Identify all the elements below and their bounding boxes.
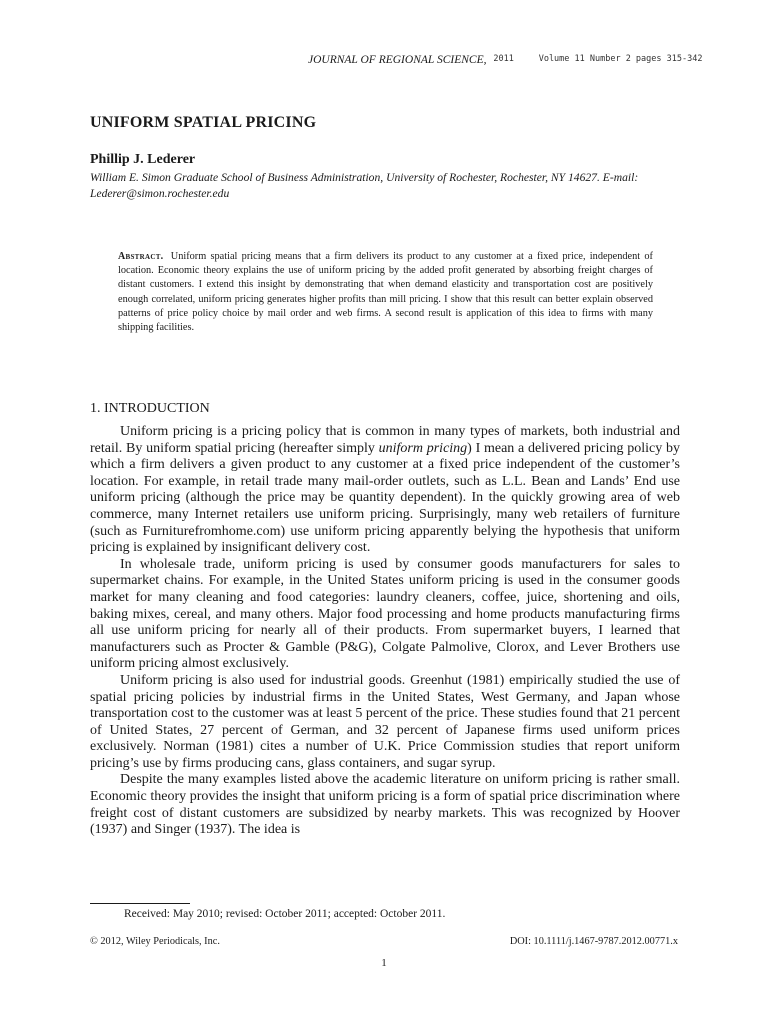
copyright-notice: © 2012, Wiley Periodicals, Inc. bbox=[90, 936, 220, 947]
running-head bbox=[308, 54, 748, 66]
abstract bbox=[118, 250, 653, 335]
received-footnote: Received: May 2010; revised: October 2011; accepted: October 2011. bbox=[124, 908, 446, 920]
paragraph-1-part-a: Uniform pricing is a pricing policy that is common in many types of markets, both industrial and retail. By uniform spatial pricing (hereafter simply bbox=[90, 424, 680, 456]
paragraph-2: In wholesale trade, uniform pricing is used by consumer goods manufacturers for sales to supermarket chains. For example, in the United States uniform pricing is used in the consumer goods market for many cleaning and food categories: laundry cleaners, coffee, juice, shortening and oils, baking mixes, cereal, and many others. Major food processing and home products manufacturing firms all use uniform pricing for nearly all of their products. From supermarket buyers, I learned that manufacturers such as Procter & Gamble (P&G), Colgate Palmolive, Clorox, and Lever Brothers use uniform pricing almost exclusively. bbox=[90, 556, 680, 672]
paper-title: UNIFORM SPATIAL PRICING bbox=[90, 114, 317, 131]
introduction-body bbox=[90, 424, 680, 839]
footnote-rule bbox=[90, 903, 190, 904]
abstract-text: Uniform spatial pricing means that a firm delivers its product to any customer at a fixed price, independent of location. Economic theory explains the use of uniform pricing by the added profit generated by absorbing freight charges of distant customers. I extend this insight by demonstrating that when demand elasticity and transportation cost are positively enough correlated, uniform pricing generates higher profits than mill pricing. I show that this result can better explain observed patterns of price policy choice by mail order and web firms. A second result is application of this idea to firms with many shipping facilities. bbox=[118, 251, 653, 334]
journal-year: 2011 bbox=[493, 54, 514, 64]
doi: DOI: 10.1111/j.1467-9787.2012.00771.x bbox=[509, 936, 678, 947]
paragraph-1-emphasis: uniform pricing bbox=[378, 440, 468, 456]
paragraph-1 bbox=[90, 424, 680, 557]
author-name: Phillip J. Lederer bbox=[90, 152, 196, 167]
paragraph-3: Uniform pricing is also used for industrial goods. Greenhut (1981) empirically studied the use of spatial pricing policies by industrial firms in the United States, West Germany, and Japan whose transportation cost to the customer was at least 5 percent of the price. These studies found that 21 percent of United States, 27 percent of German, and 32 percent of Japanese firms used uniform prices exclusively. Norman (1981) cites a number of U.K. Price Commission studies that report uniform pricing’s use by firms producing cans, glass containers, and sugar syrup. bbox=[90, 672, 680, 771]
paragraph-1-part-b: ) I mean a delivered pricing policy by which a firm delivers a given product to any customer at a fixed price independent of the customer’s location. For example, in retail trade many mail-order outlets, such as L.L. Bean and Lands’ End use uniform pricing (although the price may be quantity dependent). In the quickly growing area of web commerce, many Internet retailers use uniform pricing. Surprisingly, many web retailers of furniture (such as Furniturefromhome.com) use uniform pricing apparently belying the hypothesis that uniform pricing is explained by insignificant delivery cost. bbox=[90, 440, 680, 556]
section-heading-introduction: 1. INTRODUCTION bbox=[90, 401, 210, 416]
abstract-label: Abstract. bbox=[118, 251, 164, 262]
paragraph-4: Despite the many examples listed above the academic literature on uniform pricing is rather small. Economic theory provides the insight that uniform pricing is a form of spatial price discrimination where freight cost of distant customers are subsidized by nearby markets. This was recognized by Hoover (1937) and Singer (1937). The idea is bbox=[90, 772, 680, 838]
author-affiliation: William E. Simon Graduate School of Business Administration, University of Rochester, Rochester, NY 14627. E-mail: Lederer@simon.rochester.edu bbox=[90, 171, 639, 200]
journal-name: JOURNAL OF REGIONAL SCIENCE, bbox=[308, 54, 487, 66]
page-number: 1 bbox=[381, 957, 387, 969]
journal-volume: Volume 11 Number 2 pages 315-342 bbox=[538, 54, 703, 64]
